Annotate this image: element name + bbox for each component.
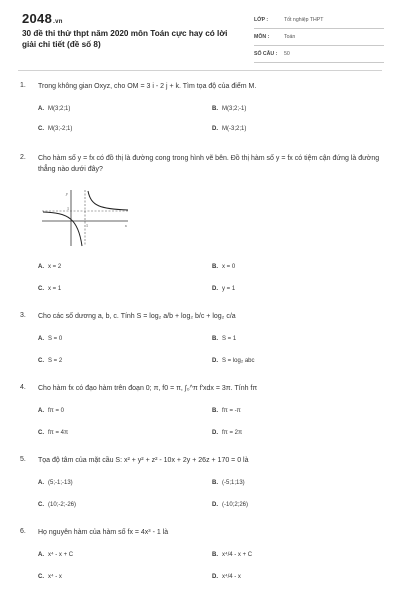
y-axis-label: y: [66, 191, 68, 196]
option-b[interactable]: B. fπ = -π: [212, 408, 241, 414]
option-c[interactable]: C. S = 2: [38, 358, 63, 364]
option-d[interactable]: D. S = log₂ abc: [212, 358, 255, 364]
question-number: 5.: [20, 456, 26, 463]
page-header: [0, 0, 400, 66]
function-graph: [40, 188, 130, 248]
meta-row-question-count: SỐ CÂU : 50: [254, 48, 384, 63]
curve-left-branch: [43, 212, 82, 246]
option-b[interactable]: B. S = 1: [212, 336, 237, 342]
question-number: 1.: [20, 82, 26, 89]
option-c[interactable]: C. M(3;-2;1): [38, 126, 73, 132]
exam-title: 30 đề thi thử thpt năm 2020 môn Toán cực hay có lời giải chi tiết (đề số 8): [22, 29, 228, 49]
option-d[interactable]: D. y = 1: [212, 286, 236, 292]
option-b[interactable]: B. x⁴/4 - x + C: [212, 552, 253, 558]
option-d[interactable]: D. M(-3;2;1): [212, 126, 247, 132]
header-divider: [18, 70, 382, 71]
site-logo[interactable]: 2048.vn: [22, 11, 63, 26]
question-number: 3.: [20, 312, 26, 319]
option-c[interactable]: C. x = 1: [38, 286, 62, 292]
option-d[interactable]: D. fπ = 2π: [212, 430, 243, 436]
meta-row-subject: MÔN : Toán: [254, 31, 384, 46]
question-number: 4.: [20, 384, 26, 391]
question-text: Cho hàm fx có đạo hàm trên đoạn 0; π, f0 = π, ∫₀^π f'xdx = 3π. Tính fπ: [38, 385, 258, 392]
option-a[interactable]: A. S = 0: [38, 336, 63, 342]
option-c[interactable]: C. x⁴ - x: [38, 574, 62, 580]
question-text: Cho hàm số y = fx có đồ thị là đường cong trong hình vẽ bên. Đồ thị hàm số y = fx có tiệm cận đứng là đường thẳng nào dưới đây?: [38, 155, 380, 173]
question-number: 2.: [20, 154, 26, 161]
x-tick-one: 1: [86, 223, 88, 228]
option-a[interactable]: A. x⁴ - x + C: [38, 552, 74, 558]
question-text: Họ nguyên hàm của hàm số fx = 4x³ - 1 là: [38, 529, 169, 536]
y-tick-one: 1: [67, 206, 69, 211]
exam-meta: [254, 14, 384, 65]
meta-row-class: LỚP : Tốt nghiệp THPT: [254, 14, 384, 29]
option-c[interactable]: C. (10;-2;-26): [38, 502, 77, 508]
option-a[interactable]: A. x = 2: [38, 264, 62, 270]
option-c[interactable]: C. fπ = 4π: [38, 430, 69, 436]
option-b[interactable]: B. x = 0: [212, 264, 236, 270]
option-d[interactable]: D. x⁴/4 - x: [212, 574, 241, 580]
option-a[interactable]: A. (5;-1;-13): [38, 480, 73, 486]
question-text: Cho các số dương a, b, c. Tính S = log₂ a/b + log₂ b/c + log₂ c/a: [38, 313, 236, 320]
option-a[interactable]: A. M(3;2;1): [38, 106, 71, 112]
option-b[interactable]: B. (-5;1;13): [212, 480, 245, 486]
option-b[interactable]: B. M(3;2;-1): [212, 106, 247, 112]
curve-right-branch: [88, 191, 128, 210]
x-axis-label: x: [125, 223, 127, 228]
option-d[interactable]: D. (-10;2;26): [212, 502, 249, 508]
option-a[interactable]: A. fπ = 0: [38, 408, 64, 414]
question-text: Tọa độ tâm của mặt cầu S: x² + y² + z² - 10x + 2y + 26z + 170 = 0 là: [38, 457, 249, 464]
question-number: 6.: [20, 528, 26, 535]
question-text: Trong không gian Oxyz, cho OM = 3 i - 2 j + k. Tìm tọa độ của điểm M.: [38, 83, 257, 90]
